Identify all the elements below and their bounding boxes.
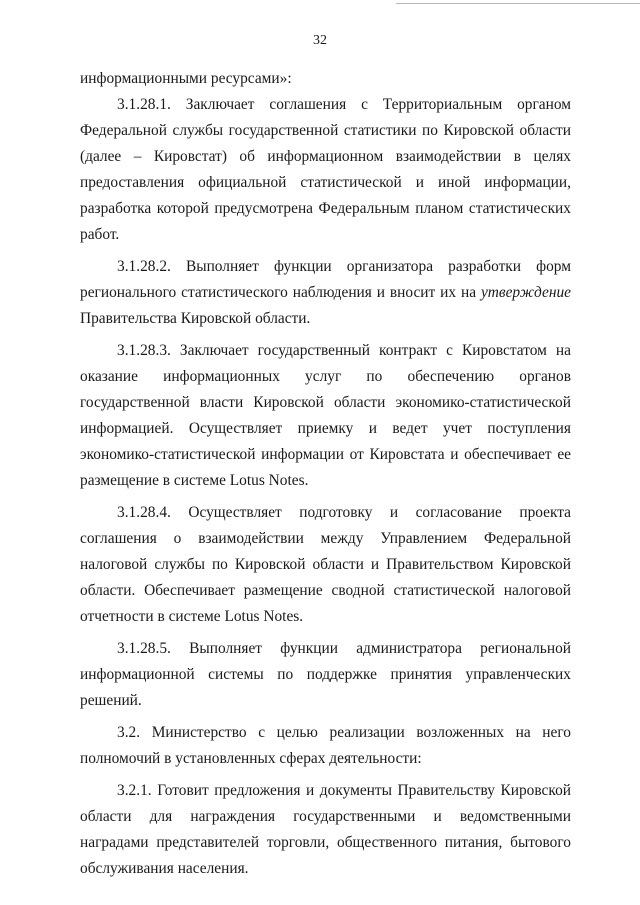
paragraph-continuation: информационными ресурсами»: [80, 70, 292, 87]
top-scan-rule [396, 3, 640, 4]
page-number: 32 [313, 33, 327, 48]
paragraph-3-1-28-2-tail: Правительства Кировской области. [80, 310, 311, 327]
paragraph-3-1-28-2-text: 3.1.28.2. Выполняет функции организатора разработки форм регионального статистического наблюдения и вносит их на [80, 258, 571, 301]
document-body [80, 66, 571, 882]
paragraph-3-1-28-1: 3.1.28.1. Заключает соглашения с Территориальным органом Федеральной службы государственной статистики по Кировской области (далее – Кировстат) об информационном взаимодействии в целях предоставления официальной статистической и иной информации, разработка которой предусмотрена Федеральным планом статистических работ. [80, 96, 571, 243]
paragraph-3-2: 3.2. Министерство с целью реализации возложенных на него полномочий в установленных сферах деятельности: [80, 724, 571, 767]
paragraph-3-1-28-5: 3.1.28.5. Выполняет функции администратора региональной информационной системы по поддержке принятия управленческих решений. [80, 640, 571, 709]
paragraph-3-2-1: 3.2.1. Готовит предложения и документы Правительству Кировской области для награждения государственными и ведомственными наградами представителей торговли, общественного питания, бытового обслуживания населения. [80, 782, 571, 877]
paragraph-3-1-28-4: 3.1.28.4. Осуществляет подготовку и согласование проекта соглашения о взаимодействии между Управлением Федеральной налоговой службы по Кировской области и Правительством Кировской области. Обеспечивает размещение сводной статистической налоговой отчетности в системе Lotus Notes. [80, 504, 571, 625]
paragraph-3-1-28-3: 3.1.28.3. Заключает государственный контракт с Кировстатом на оказание информационных услуг по обеспечению органов государственной власти Кировской области экономико-статистической информацией. Осуществляет приемку и ведет учет поступления экономико-статистической информации от Кировстата и обеспечивает ее размещение в системе Lotus Notes. [80, 342, 571, 489]
paragraph-3-1-28-2 [80, 254, 571, 332]
paragraph-3-1-28-2-italic: утверждение [480, 284, 571, 301]
